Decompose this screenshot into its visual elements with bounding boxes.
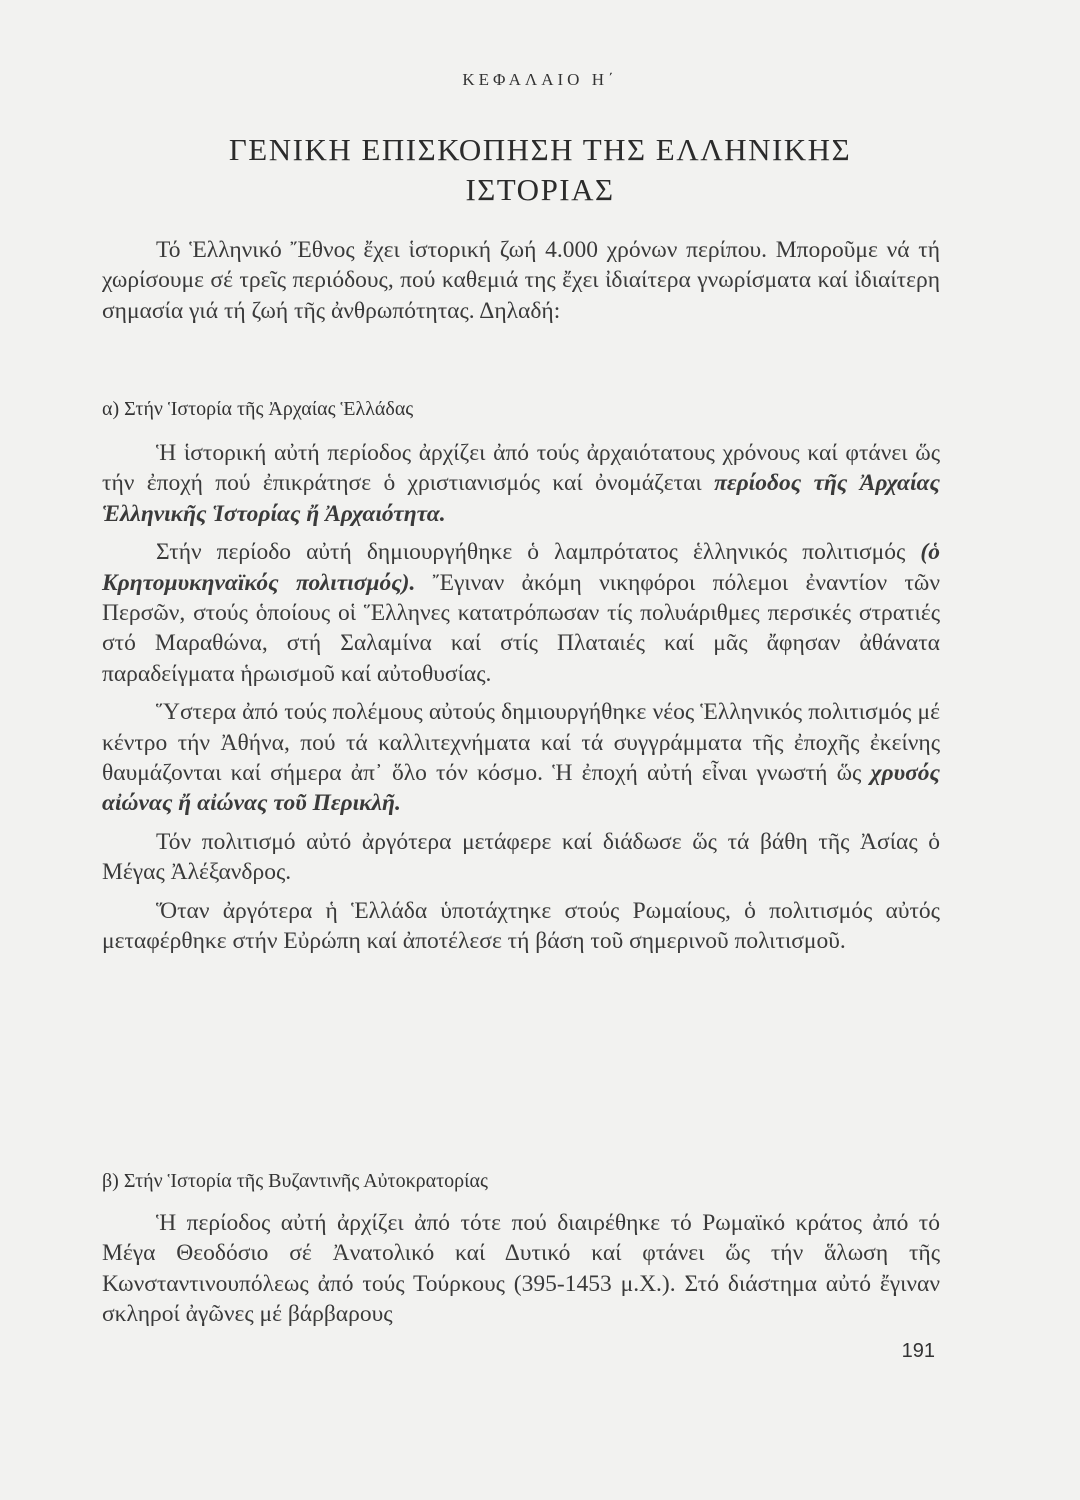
section-a-p1-text: Ἡ ἱστορική αὐτή περίοδος ἀρχίζει ἀπό τούς ἀρχαιότατους χρόνους καί φτάνει ὥς τήν ἐποχή πού ἐπικράτησε ὁ χριστιανισμός καί ὀνομάζεται [102,440,940,497]
intro-paragraph: Τό Ἑλληνικό Ἔθνος ἔχει ἱστορική ζωή 4.000 χρόνων περίπου. Μποροῦμε νά τή χωρίσουμε σέ τρεῖς περιόδους, πού καθεμιά της ἔχει ἰδιαίτερα γνωρίσματα καί ἰδιαίτερη σημασία γιά τή ζωή τῆς ἀνθρωπότητας. Δηλαδή: [102,237,940,324]
section-a-paragraph-3 [102,697,940,819]
chapter-title-line-2: ΙΣΤΟΡΙΑΣ [465,172,615,207]
chapter-title [100,130,980,210]
section-a-p2-text-a: Στήν περίοδο αὐτή δημιουργήθηκε ὁ λαμπρότατος ἑλληνικός πολιτισμός [156,539,906,566]
chapter-label: ΚΕΦΑΛΑΙΟ Η΄ [462,70,618,89]
section-a-p1-emphasis: περίοδος τῆς Ἀρχαίας Ἑλληνικῆς Ἱστορίας ἤ Ἀρχαιότητα. [102,470,941,527]
section-b-paragraph-1: Ἡ περίοδος αὐτή ἀρχίζει ἀπό τότε πού διαιρέθηκε τό Ρωμαϊκό κράτος ἀπό τό Μέγα Θεοδόσιο σέ Ἀνατολικό καί Δυτικό καί φτάνει ὥς τήν ἅλωση τῆς Κωνσταντινουπόλεως ἀπό τούς Τούρκους (395-1453 μ.Χ.). Στό διάστημα αὐτό ἔγιναν σκληροί ἀγῶνες μέ βάρβαρους [102,1210,940,1328]
section-a-paragraph-1 [102,438,940,529]
section-a-body [102,438,940,957]
section-a-paragraph-4: Τόν πολιτισμό αὐτό ἀργότερα μετάφερε καί διάδωσε ὥς τά βάθη τῆς Ἀσίας ὁ Μέγας Ἀλέξανδρος. [102,828,940,886]
section-a-heading: α) Στήν Ἱστορία τῆς Ἀρχαίας Ἑλλάδας [102,398,414,420]
chapter-title-line-1: ΓΕΝΙΚΗ ΕΠΙΣΚΟΠΗΣΗ ΤΗΣ ΕΛΛΗΝΙΚΗΣ [228,132,852,167]
intro-paragraph-block [102,235,940,326]
section-b-heading: β) Στήν Ἱστορία τῆς Βυζαντινῆς Αὐτοκρατορίας [102,1170,488,1192]
section-a-p2-emphasis: (ὁ Κρητομυκηναϊκός πολιτισμός). [102,539,940,596]
section-a-p2-text-b: Ἔγιναν ἀκόμη νικηφόροι πόλεμοι ἐναντίον τῶν Περσῶν, στούς ὁποίους οἱ Ἕλληνες κατατρόπωσαν τίς πολυάριθμες περσικές στρατιές στό Μαραθώνα, στή Σαλαμίνα καί στίς Πλαταιές καί μᾶς ἄφησαν ἀθάνατα παραδείγματα ἡρωισμοῦ καί αὐτοθυσίας. [102,569,940,687]
page-number: 191 [901,1340,935,1362]
section-a-p3-text: Ὕστερα ἀπό τούς πολέμους αὐτούς δημιουργήθηκε νέος Ἑλληνικός πολιτισμός μέ κέντρο τήν Ἀθήνα, πού τά καλλιτεχνήματα καί τά συγγράμματα τῆς ἐποχῆς ἐκείνης θαυμάζονται καί σήμερα ἀπ᾽ ὅλο τόν κόσμο. Ἡ ἐποχή αὐτή εἶναι γνωστή ὥς [102,699,940,787]
section-b-body [102,1208,940,1330]
section-a-p3-emphasis: χρυσός αἰώνας ἤ αἰώνας τοῦ Περικλῆ. [102,760,941,817]
section-a-paragraph-5: Ὅταν ἀργότερα ἡ Ἑλλάδα ὑποτάχτηκε στούς Ρωμαίους, ὁ πολιτισμός αὐτός μεταφέρθηκε στήν Εὐρώπη καί ἀποτέλεσε τή βάση τοῦ σημερινοῦ πολιτισμοῦ. [102,897,940,955]
section-a-paragraph-2 [102,537,940,689]
